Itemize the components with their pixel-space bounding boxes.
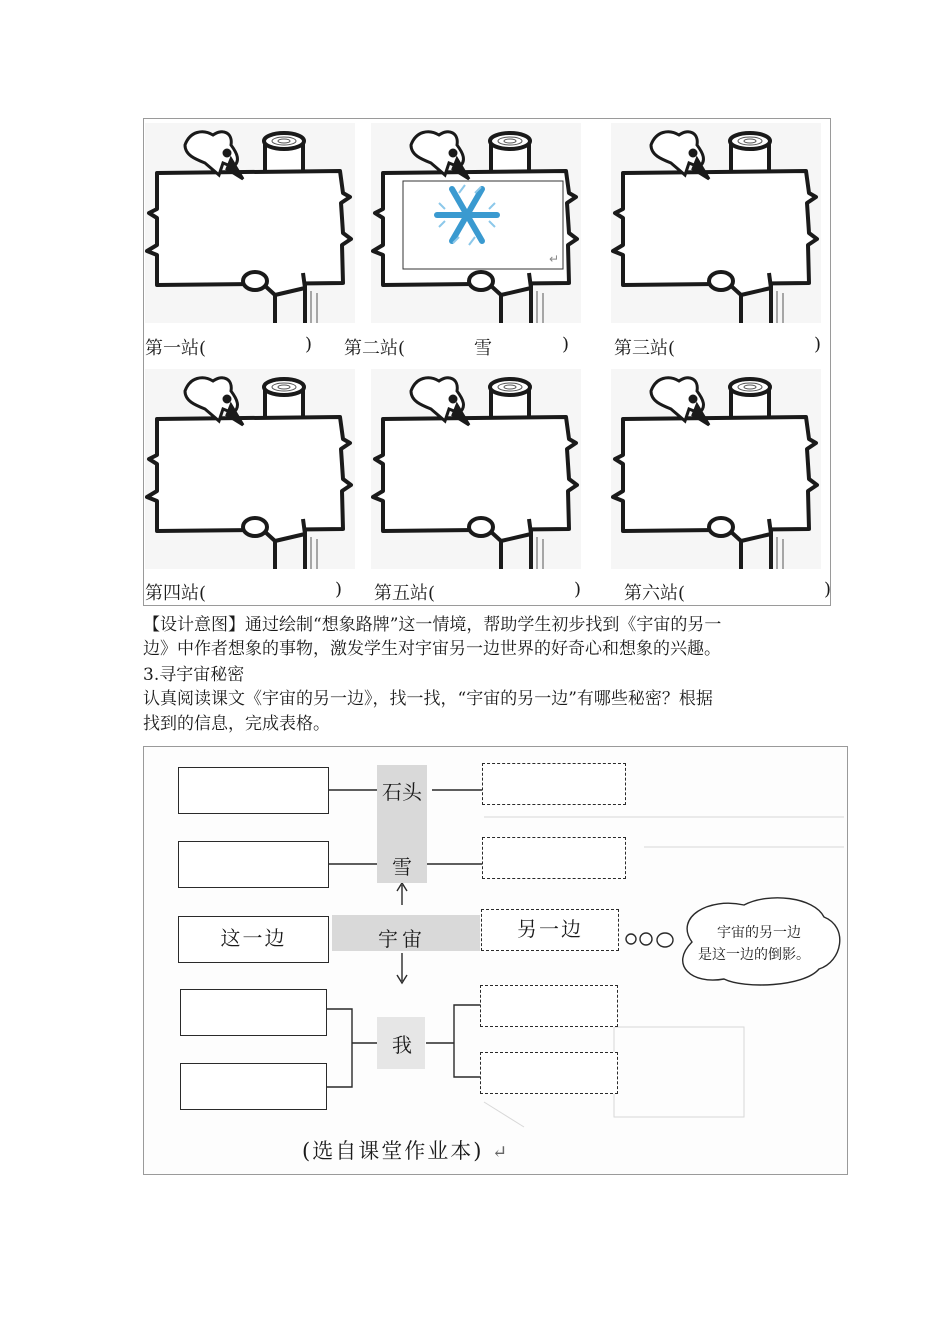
blank-signpost-icon [145, 123, 355, 323]
snow-label: 雪 [392, 855, 412, 879]
signpost-cell-2 [371, 123, 581, 323]
signpost-cell-4 [145, 369, 355, 569]
design-intent-line-1: 【设计意图】通过绘制“想象路牌”这一情境，帮助学生初步找到《宇宙的另一 [143, 615, 722, 635]
right-answer-box-stone[interactable] [482, 763, 626, 805]
station-label-1 [145, 334, 365, 358]
stone-label: 石头 [382, 780, 422, 804]
signpost-cell-6 [611, 369, 821, 569]
svg-text:↵: ↵ [549, 252, 560, 266]
station-close-paren: ) [562, 334, 570, 355]
station-name: 第三站( [614, 338, 676, 359]
caption-text: (选自课堂作业本) [302, 1139, 484, 1163]
left-answer-box-me-1[interactable] [180, 989, 327, 1036]
me-label: 我 [392, 1033, 412, 1057]
station-label-3 [614, 334, 834, 358]
station-name: 第一站( [145, 338, 207, 359]
blank-signpost-icon [145, 369, 355, 569]
thought-line-2: 是这一边的倒影。 [698, 947, 810, 963]
design-intent-line-2: 边》中作者想象的事物，激发学生对宇宙另一边世界的好奇心和想象的兴趣。 [143, 639, 721, 659]
left-answer-box-snow[interactable] [178, 841, 329, 888]
instruction-line-1: 认真阅读课文《宇宙的另一边》，找一找，“宇宙的另一边”有哪些秘密？根据 [143, 689, 713, 709]
signpost-cell-3 [611, 123, 821, 323]
this-side-box: 这一边 [178, 916, 329, 963]
right-answer-box-me-1[interactable] [480, 985, 618, 1027]
station-label-5 [374, 579, 594, 603]
signpost-with-snowflake-icon [371, 123, 581, 323]
station-name: 第四站( [145, 583, 207, 604]
left-answer-box-stone[interactable] [178, 767, 329, 814]
station-close-paren: ) [335, 579, 343, 600]
station-close-paren: ) [305, 334, 313, 355]
other-side-box: 另一边 [481, 909, 619, 951]
instruction-line-2: 找到的信息，完成表格。 [143, 714, 330, 734]
station-answer: 雪 [474, 338, 492, 359]
blank-signpost-icon [611, 123, 821, 323]
signpost-cell-1 [145, 123, 355, 323]
station-close-paren: ) [574, 579, 582, 600]
blank-signpost-icon [371, 369, 581, 569]
signpost-figure [143, 118, 831, 606]
station-label-4 [145, 579, 365, 603]
signpost-cell-5 [371, 369, 581, 569]
station-close-paren: ) [824, 579, 832, 600]
right-answer-box-snow[interactable] [482, 837, 626, 879]
return-mark-icon: ↵ [492, 1142, 510, 1163]
blank-signpost-icon [611, 369, 821, 569]
diagram-caption [302, 1135, 509, 1165]
station-name: 第六站( [624, 583, 686, 604]
station-close-paren: ) [814, 334, 822, 355]
section-heading: 3.寻宇宙秘密 [143, 665, 245, 685]
station-name: 第二站( [344, 338, 406, 359]
station-name: 第五站( [374, 583, 436, 604]
thought-line-1: 宇宙的另一边 [717, 925, 801, 941]
left-answer-box-me-2[interactable] [180, 1063, 327, 1110]
station-label-6 [624, 579, 844, 603]
universe-diagram-figure [143, 746, 848, 1175]
universe-label: 宇宙 [378, 927, 426, 951]
right-answer-box-me-2[interactable] [480, 1052, 618, 1094]
station-label-2 [344, 334, 570, 359]
